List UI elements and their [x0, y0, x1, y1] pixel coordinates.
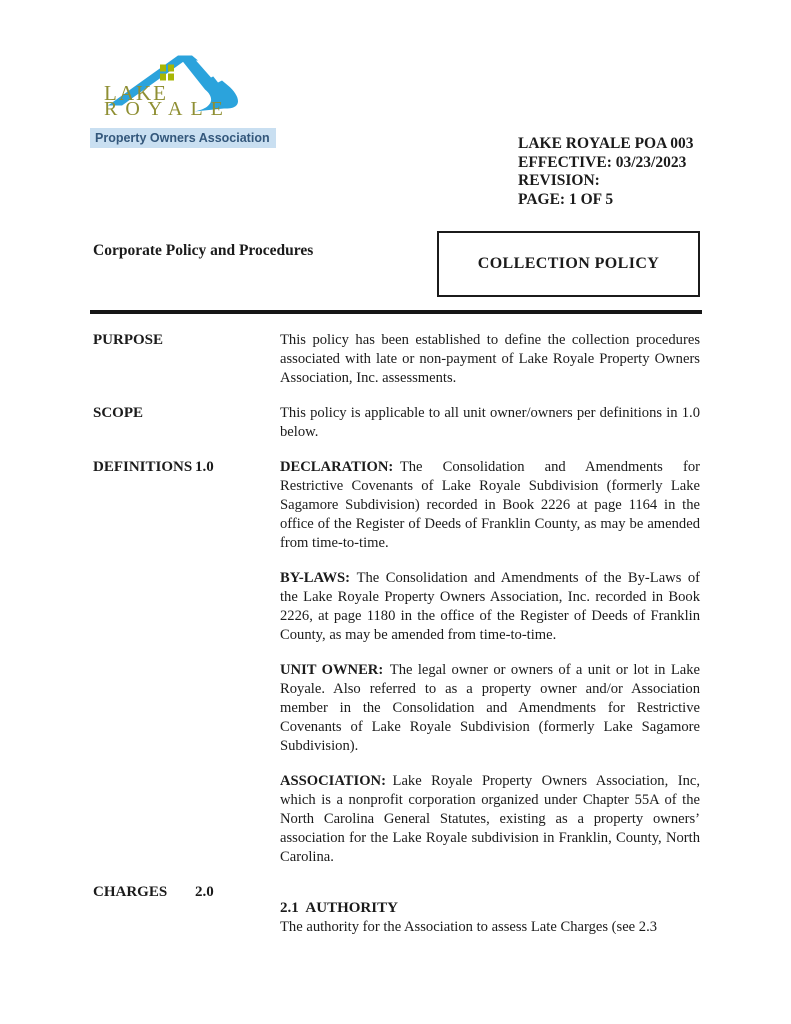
paragraph-lead: ASSOCIATION:	[280, 773, 386, 789]
section-label: DEFINITIONS	[93, 459, 193, 475]
section-label: PURPOSE	[93, 332, 164, 348]
collection-policy-box	[437, 231, 700, 297]
section-label: CHARGES	[93, 884, 168, 900]
paragraph-text: This policy is applicable to all unit owner/owners per definitions in 1.0 below.	[280, 405, 700, 440]
section-scope	[93, 404, 700, 458]
collection-policy-label: COLLECTION POLICY	[477, 255, 660, 272]
paragraph-text: The Consolidation and Amendments of the By-Laws of the Lake Royale Property Owners Association, Inc. recorded in Book 2226, at page 1180 in the office of the Register of Deeds of Franklin County, as may be amended from time-to-time.	[280, 570, 700, 643]
document-header-block	[518, 135, 694, 209]
paragraph	[280, 331, 700, 388]
paragraph	[280, 404, 700, 442]
corporate-policy-title: Corporate Policy and Procedures	[93, 242, 314, 259]
logo-text-lake: LAKE	[104, 81, 168, 105]
logo-text-royale: ROYALE	[104, 98, 231, 120]
paragraph-text: Lake Royale Property Owners Association, Inc, which is a nonprofit corporation organized under Chapter 55A of the North Carolina General Statutes, existing as a property owners’ association for the Lake Royale subdivision in Franklin, County, North Carolina.	[280, 773, 700, 865]
subsection-text: The authority for the Association to assess Late Charges (see 2.3	[280, 919, 658, 935]
section-charges	[93, 883, 700, 937]
revision: REVISION:	[518, 172, 600, 190]
lake-royale-logo	[90, 40, 270, 155]
logo-subtitle: Property Owners Association	[90, 128, 276, 148]
paragraph-declaration	[280, 458, 700, 553]
document-body	[93, 331, 700, 937]
section-number: 2.0	[195, 884, 214, 900]
paragraph-bylaws	[280, 569, 700, 645]
paragraph-association	[280, 772, 700, 867]
paragraph-lead: UNIT OWNER:	[280, 662, 384, 678]
section-purpose	[93, 331, 700, 404]
paragraph-lead: DECLARATION:	[280, 459, 394, 475]
section-number: 1.0	[195, 459, 214, 475]
header-divider	[90, 310, 702, 314]
section-label: SCOPE	[93, 405, 144, 421]
section-number	[195, 331, 280, 404]
paragraph-text: This policy has been established to define the collection procedures associated with late or non-payment of Lake Royale Property Owners Association, Inc. assessments.	[280, 332, 700, 386]
page-number: PAGE: 1 OF 5	[518, 190, 614, 208]
doc-number: LAKE ROYALE POA 003	[518, 135, 694, 152]
paragraph-lead: BY-LAWS:	[280, 570, 351, 586]
subsection-heading: 2.1 AUTHORITY	[280, 900, 398, 916]
section-number	[195, 404, 280, 458]
subsection-authority	[280, 899, 700, 937]
section-definitions	[93, 458, 700, 883]
effective-date: EFFECTIVE: 03/23/2023	[518, 153, 687, 171]
paragraph-unit-owner	[280, 661, 700, 756]
paragraph-text: The Consolidation and Amendments for Restrictive Covenants of Lake Royale Subdivision (formerly Lake Sagamore Subdivision) recorded in Book 2226 at page 1164 in the office of the Register of Deeds of Franklin County, as may be amended from time-to-time.	[280, 459, 700, 551]
paragraph-text: The legal owner or owners of a unit or lot in Lake Royale. Also referred to as a property owner and/or Association member in the Consolidation and Amendments for Restrictive Covenants of Lake Royale Subdivision (formerly Lake Sagamore Subdivision).	[280, 662, 700, 754]
